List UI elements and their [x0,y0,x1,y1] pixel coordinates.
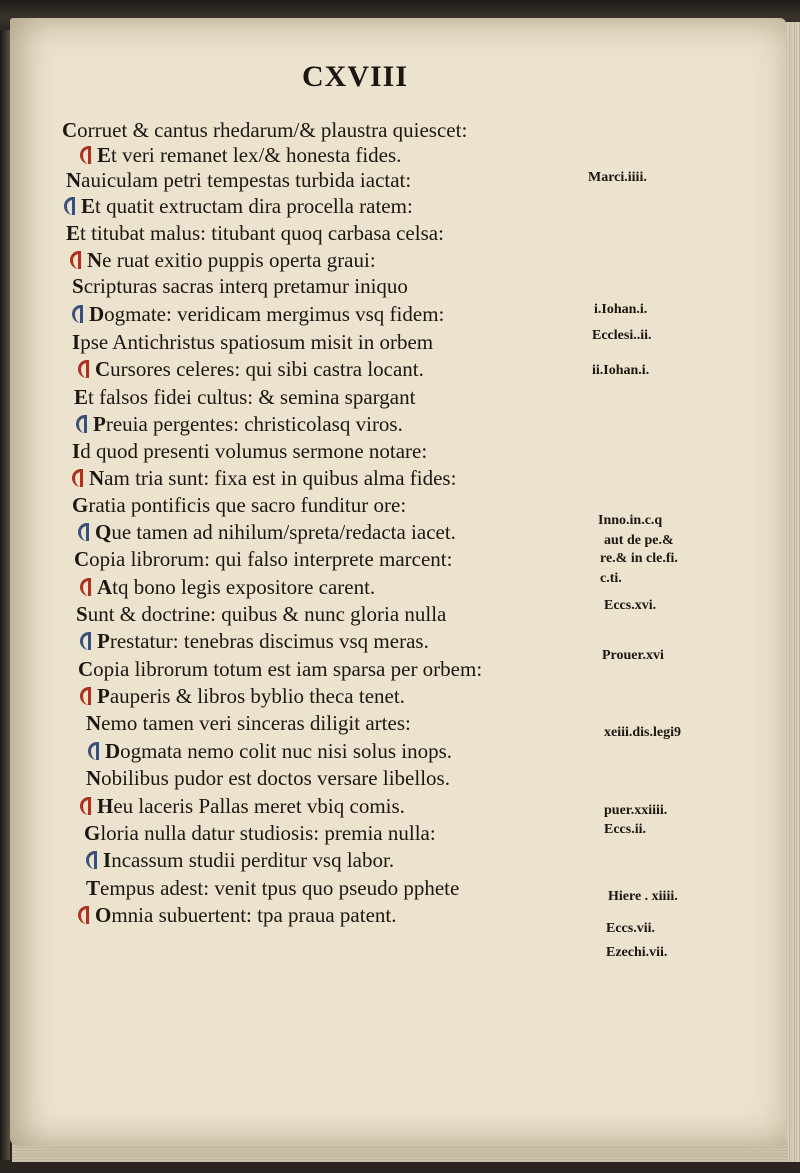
initial-letter: C [95,357,111,381]
initial-letter: N [89,466,105,490]
marginal-reference: Marci.iiii. [588,170,647,185]
pilcrow-icon [80,146,93,164]
initial-letter: I [72,330,81,354]
initial-letter: T [86,876,101,900]
marginal-reference: Eccs.xvi. [604,598,657,613]
verse-line [78,357,424,381]
marginal-reference: Prouer.xvi [602,648,664,663]
verse-text: e ruat exitio puppis operta graui: [102,248,376,272]
verse-text: restatur: tenebras discimus vsq meras. [109,629,429,653]
verse-text: mnia subuertent: tpa praua patent. [111,903,397,927]
initial-letter: P [93,412,106,436]
verse-text: cripturas sacras interq pretamur iniquo [83,274,408,298]
pilcrow-icon [78,360,91,378]
initial-letter: C [74,547,90,571]
verse-line [80,629,429,653]
verse-text: orruet & cantus rhedarum/& plaustra quiescet: [77,118,468,142]
verse-line [78,520,456,544]
verse-line [72,493,406,517]
marginal-reference: Eccs.vii. [606,921,655,936]
verse-text: d quod presenti volumus sermone notare: [80,439,428,463]
folio-number: CXVIII [301,60,409,93]
verse-line [76,602,446,626]
marginal-reference: re.& in cle.fi. [600,551,678,566]
pilcrow-icon [86,851,99,869]
initial-letter: I [103,848,112,872]
verse-text: pse Antichristus spatiosum misit in orbem [80,330,434,354]
verse-text: auiculam petri tempestas turbida iactat: [81,168,412,192]
verse-text: auperis & libros byblio theca tenet. [109,684,405,708]
marginal-reference: aut de pe.& [604,533,674,548]
verse-line [72,302,444,326]
verse-text: tq bono legis expositore carent. [112,575,376,599]
marginal-reference: Eccs.ii. [604,822,646,837]
verse-text: loria nulla datur studiosis: premia nulla: [100,821,436,845]
verse-line [88,739,452,763]
pilcrow-icon [80,632,93,650]
marginal-reference: Ezechi.vii. [606,945,668,960]
verse-text: ratia pontificis que sacro funditur ore: [88,493,407,517]
verse-line [74,385,415,409]
initial-letter: C [78,657,94,681]
verse-line [72,466,456,490]
initial-letter: N [87,248,103,272]
verse-text: ogmate: veridicam mergimus vsq fidem: [104,302,445,326]
pilcrow-icon [88,742,101,760]
verse-text: t quatit extructam dira procella ratem: [95,194,413,218]
initial-letter: S [76,602,88,626]
pilcrow-icon [80,797,93,815]
pilcrow-icon [64,197,77,215]
initial-letter: E [81,194,96,218]
initial-letter: A [97,575,113,599]
verse-line [72,330,433,354]
verse-line [76,412,403,436]
pilcrow-icon [80,578,93,596]
verse-line [64,194,413,218]
initial-letter: N [66,168,82,192]
verse-text: t falsos fidei cultus: & semina spargant [88,385,416,409]
verse-text: empus adest: venit tpus quo pseudo pphete [100,876,460,900]
verse-text: ue tamen ad nihilum/spreta/redacta iacet. [111,520,456,544]
verse-text: t titubat malus: titubant quoq carbasa celsa: [80,221,444,245]
verse-line [86,876,459,900]
verse-line [78,657,482,681]
verse-line [80,143,401,167]
verse-text: t veri remanet lex/& honesta fides. [111,143,402,167]
verse-line [72,439,427,463]
pilcrow-icon [76,415,89,433]
marginal-reference: ii.Iohan.i. [592,363,650,378]
marginal-reference: xeiii.dis.legi9 [604,725,681,740]
verse-line [84,821,436,845]
verse-text: eu laceris Pallas meret vbiq comis. [113,794,405,818]
verse-line [70,248,376,272]
verse-text: emo tamen veri sinceras diligit artes: [101,711,411,735]
marginal-reference: Ecclesi..ii. [592,328,652,343]
initial-letter: H [97,794,114,818]
initial-letter: O [95,903,112,927]
marginal-reference: i.Iohan.i. [594,302,648,317]
marginal-reference: Hiere . xiiii. [608,889,678,904]
verse-line [86,711,411,735]
initial-letter: P [97,684,110,708]
marginal-reference: c.ti. [600,571,622,586]
initial-letter: C [62,118,78,142]
initial-letter: P [97,629,110,653]
initial-letter: Q [95,520,112,544]
initial-letter: E [97,143,112,167]
initial-letter: E [66,221,81,245]
verse-line [78,903,397,927]
verse-line [66,168,411,192]
pilcrow-icon [70,251,83,269]
verse-text: unt & doctrine: quibus & nunc gloria nulla [87,602,447,626]
verse-text: obilibus pudor est doctos versare libellos. [101,766,450,790]
verse-line [80,794,405,818]
initial-letter: I [72,439,81,463]
verse-text: reuia pergentes: christicolasq viros. [105,412,403,436]
pilcrow-icon [72,469,85,487]
initial-letter: S [72,274,84,298]
verse-line [62,118,467,142]
verse-text: ursores celeres: qui sibi castra locant. [110,357,424,381]
initial-letter: G [72,493,89,517]
verse-line [86,848,394,872]
initial-letter: E [74,385,89,409]
gutter-shadow [0,30,10,1160]
verse-line [74,547,452,571]
verse-text: am tria sunt: fixa est in quibus alma fides: [104,466,457,490]
verse-line [86,766,450,790]
verse-text: opia librorum: qui falso interprete marcent: [89,547,453,571]
pilcrow-icon [78,906,91,924]
verse-line [72,274,408,298]
verse-line [80,575,375,599]
initial-letter: D [105,739,121,763]
marginal-reference: puer.xxiiii. [604,803,668,818]
pilcrow-icon [78,523,91,541]
pilcrow-icon [72,305,85,323]
initial-letter: G [84,821,101,845]
initial-letter: N [86,766,102,790]
verse-text: opia librorum totum est iam sparsa per orbem: [93,657,483,681]
verse-text: ncassum studii perditur vsq labor. [111,848,395,872]
initial-letter: N [86,711,102,735]
verse-line [80,684,405,708]
verse-text: ogmata nemo colit nuc nisi solus inops. [120,739,453,763]
pilcrow-icon [80,687,93,705]
marginal-reference: Inno.in.c.q [598,513,663,528]
verse-line [66,221,444,245]
initial-letter: D [89,302,105,326]
